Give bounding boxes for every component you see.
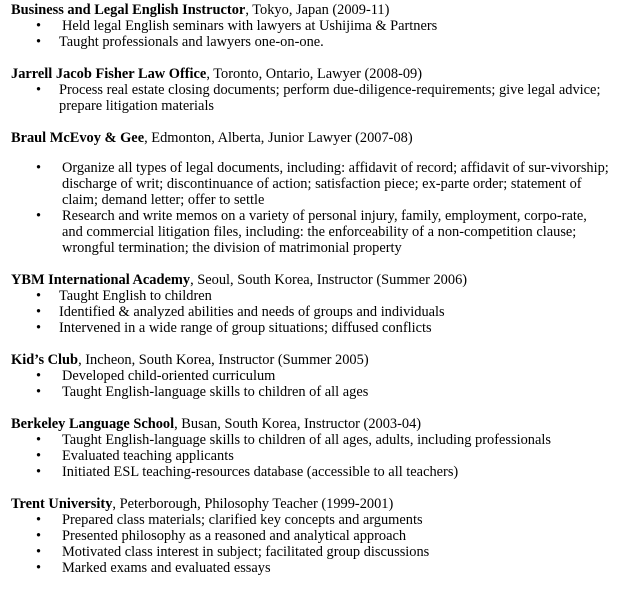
entry-heading <box>11 130 611 146</box>
entry-heading <box>11 2 611 18</box>
bullet-item: • Organize all types of legal documents, including: affidavit of record; affidavit of sur-vivorship; discharge of writ; discontinuance of action; satisfaction piece; ex-parte order; statement of claim; demand letter; offer to settle <box>11 160 611 208</box>
bullet-list <box>11 432 611 480</box>
entry-details: , Toronto, Ontario, Lawyer (2008-09) <box>206 66 423 82</box>
bullet-item: • Developed child-oriented curriculum <box>11 368 611 384</box>
bullet-item: • Evaluated teaching applicants <box>11 448 611 464</box>
entry-heading <box>11 416 611 432</box>
bullet-item: • Marked exams and evaluated essays <box>11 560 611 576</box>
entry-org: Jarrell Jacob Fisher Law Office <box>11 66 207 82</box>
entry-kids-club <box>11 352 611 400</box>
entry-details: , Incheon, South Korea, Instructor (Summer 2005) <box>78 352 369 368</box>
bullet-list <box>11 512 611 576</box>
entry-heading <box>11 272 611 288</box>
entry-trent-university <box>11 496 611 576</box>
bullet-item: • Presented philosophy as a reasoned and analytical approach <box>11 528 611 544</box>
bullet-item: • Prepared class materials; clarified key concepts and arguments <box>11 512 611 528</box>
entry-ybm-international <box>11 272 611 336</box>
bullet-item: • Research and write memos on a variety of personal injury, family, employment, corpo-rate, and commercial litigation files, including: the enforceability of a non-competition clause; wrongful termination; the division of matrimonial property <box>11 208 611 256</box>
entry-org: YBM International Academy <box>11 272 191 288</box>
entry-business-legal-english <box>11 2 611 50</box>
entry-org: Trent University <box>11 496 113 512</box>
bullet-item: • Motivated class interest in subject; facilitated group discussions <box>11 544 611 560</box>
entry-details: , Edmonton, Alberta, Junior Lawyer (2007-08) <box>144 130 413 146</box>
bullet-item: • Taught English-language skills to children of all ages, adults, including professionals <box>11 432 611 448</box>
bullet-list <box>11 18 611 50</box>
bullet-item: • Held legal English seminars with lawyers at Ushijima & Partners <box>11 18 611 34</box>
bullet-item: • Process real estate closing documents; perform due-diligence-requirements; give legal advice; prepare litigation materials <box>11 82 611 114</box>
entry-details: , Peterborough, Philosophy Teacher (1999-2001) <box>112 496 394 512</box>
bullet-item: • Taught English-language skills to children of all ages <box>11 384 611 400</box>
bullet-item: • Intervened in a wide range of group situations; diffused conflicts <box>11 320 611 336</box>
bullet-item: • Initiated ESL teaching-resources database (accessible to all teachers) <box>11 464 611 480</box>
bullet-item: • Taught English to children <box>11 288 611 304</box>
entry-details: , Tokyo, Japan (2009-11) <box>245 2 390 18</box>
entry-org: Berkeley Language School <box>11 416 175 432</box>
bullet-list <box>11 368 611 400</box>
entry-heading <box>11 352 611 368</box>
entry-details: , Busan, South Korea, Instructor (2003-04) <box>174 416 422 432</box>
bullet-list <box>11 82 611 114</box>
bullet-item: • Identified & analyzed abilities and needs of groups and individuals <box>11 304 611 320</box>
entry-braul-mcevoy-gee <box>11 130 611 256</box>
entry-org: Kid’s Club <box>11 352 79 368</box>
entry-heading <box>11 496 611 512</box>
bullet-item: • Taught professionals and lawyers one-on-one. <box>11 34 611 50</box>
entry-heading <box>11 66 611 82</box>
bullet-list <box>11 288 611 336</box>
entry-jarrell-jacob-fisher <box>11 66 611 114</box>
entry-org: Braul McEvoy & Gee <box>11 130 145 146</box>
entry-berkeley-language <box>11 416 611 480</box>
entry-org: Business and Legal English Instructor <box>11 2 246 18</box>
entry-details: , Seoul, South Korea, Instructor (Summer 2006) <box>190 272 468 288</box>
bullet-list <box>11 160 611 256</box>
